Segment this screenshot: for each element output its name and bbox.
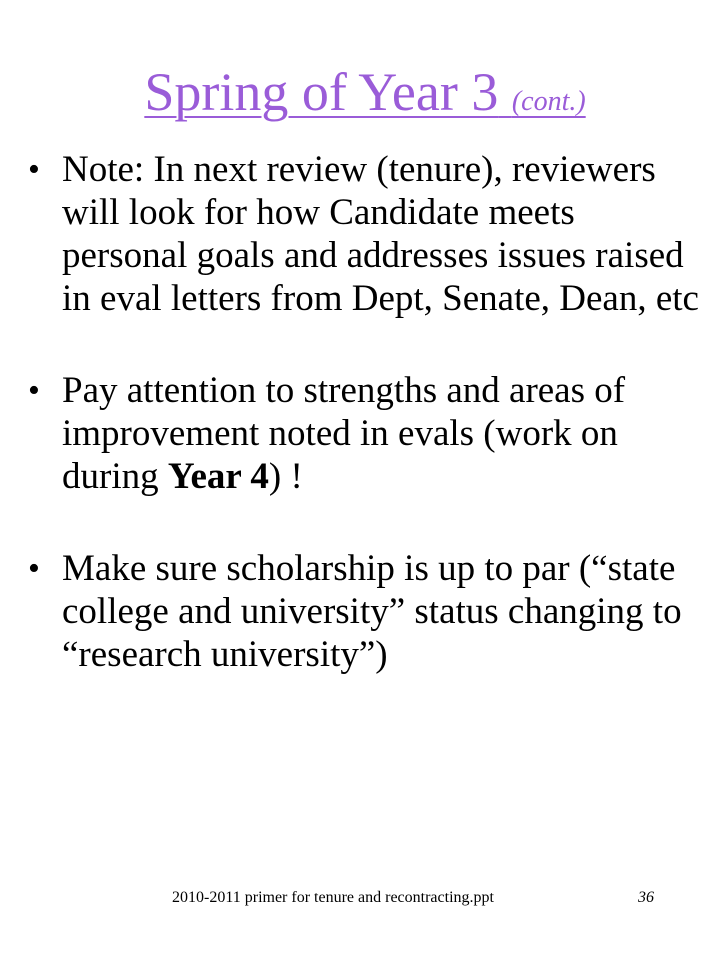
bullet-dot-icon: • — [28, 151, 40, 188]
slide-title — [0, 62, 720, 132]
bullet-item — [24, 547, 704, 676]
bullet-item — [24, 369, 704, 498]
bullet-list — [24, 148, 704, 676]
bullet-text: Note: In next review (tenure), reviewers will look for how Candidate meets personal goals and addresses issues raised in eval letters from Dept, Senate, Dean, etc — [62, 149, 699, 319]
bullet-text-after: ) ! — [268, 456, 303, 497]
bullet-dot-icon: • — [28, 372, 40, 409]
bullet-text — [62, 369, 704, 498]
slide-title-cont: (cont.) — [511, 86, 586, 117]
bullet-dot-icon: • — [28, 550, 40, 587]
bullet-text: Make sure scholarship is up to par (“state college and university” status changing to “research university”) — [62, 548, 682, 675]
bullet-text-bold: Year 4 — [167, 456, 269, 497]
footer-page-number: 36 — [638, 889, 654, 906]
bullet-text-before: Pay attention to strengths and areas of improvement noted in evals (work on during — [62, 370, 626, 497]
slide-title-main: Spring of Year 3 — [144, 62, 499, 122]
footer-filename: 2010-2011 primer for tenure and recontracting.ppt — [172, 889, 494, 906]
bullet-item — [24, 148, 704, 320]
